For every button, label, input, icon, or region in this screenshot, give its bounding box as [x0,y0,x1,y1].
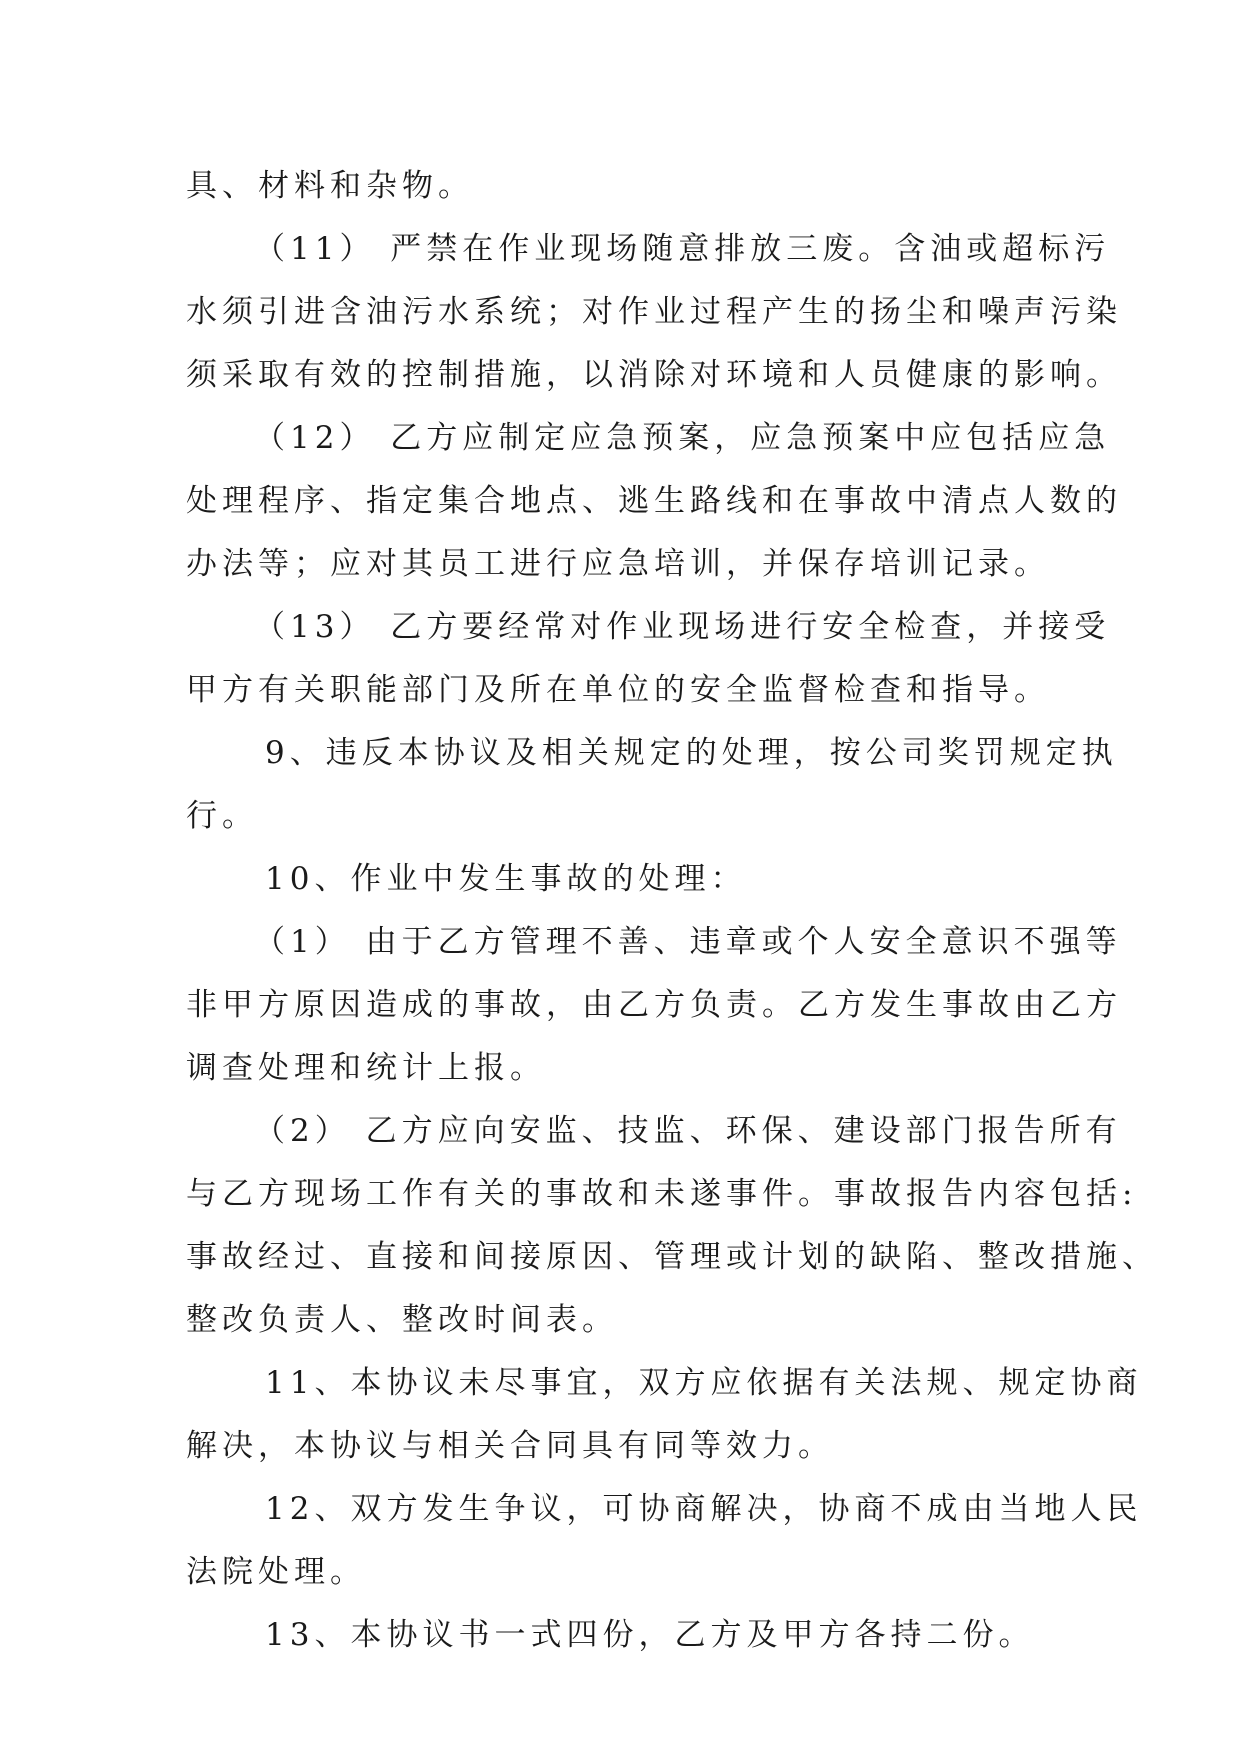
section-11-line-1: 11、本协议未尽事宜，双方应依据有关法规、规定协商 [265,1365,1143,1401]
section-11-line-2: 解决，本协议与相关合同具有同等效力。 [186,1428,834,1464]
clause-12-line-1: （12） 乙方应制定应急预案，应急预案中应包括应急 [254,420,1111,456]
section-10-item-1-line-1: （1） 由于乙方管理不善、违章或个人安全意识不强等 [254,924,1122,960]
clause-11-line-3: 须采取有效的控制措施，以消除对环境和人员健康的影响。 [186,357,1122,393]
section-10-item-1-line-3: 调查处理和统计上报。 [186,1050,546,1086]
section-10-item-2-line-2: 与乙方现场工作有关的事故和未遂事件。事故报告内容包括: [186,1176,1138,1212]
text-line-1: 具、材料和杂物。 [186,168,474,204]
clause-12-line-3: 办法等；应对其员工进行应急培训，并保存培训记录。 [186,546,1050,582]
section-10-item-2-line-1: （2） 乙方应向安监、技监、环保、建设部门报告所有 [254,1113,1122,1149]
clause-13-line-1: （13） 乙方要经常对作业现场进行安全检查，并接受 [254,609,1111,645]
clause-13-line-2: 甲方有关职能部门及所在单位的安全监督检查和指导。 [186,672,1050,708]
section-10-heading: 10、作业中发生事故的处理： [265,861,747,897]
section-10-item-2-line-4: 整改负责人、整改时间表。 [186,1302,618,1338]
section-9-line-1: 9、违反本协议及相关规定的处理，按公司奖罚规定执 [265,735,1118,771]
section-12-line-2: 法院处理。 [186,1554,366,1590]
section-12-line-1: 12、双方发生争议，可协商解决，协商不成由当地人民 [265,1491,1143,1527]
section-13-line-1: 13、本协议书一式四份，乙方及甲方各持二份。 [265,1617,1035,1653]
clause-12-line-2: 处理程序、指定集合地点、逃生路线和在事故中清点人数的 [186,483,1122,519]
clause-11-line-1: （11） 严禁在作业现场随意排放三废。含油或超标污 [254,231,1111,267]
clause-11-line-2: 水须引进含油污水系统；对作业过程产生的扬尘和噪声污染 [186,294,1122,330]
document-body [186,155,1158,1667]
section-9-line-2: 行。 [186,798,258,834]
section-10-item-1-line-2: 非甲方原因造成的事故，由乙方负责。乙方发生事故由乙方 [186,987,1122,1023]
section-10-item-2-line-3: 事故经过、直接和间接原因、管理或计划的缺陷、整改措施、 [186,1239,1158,1275]
